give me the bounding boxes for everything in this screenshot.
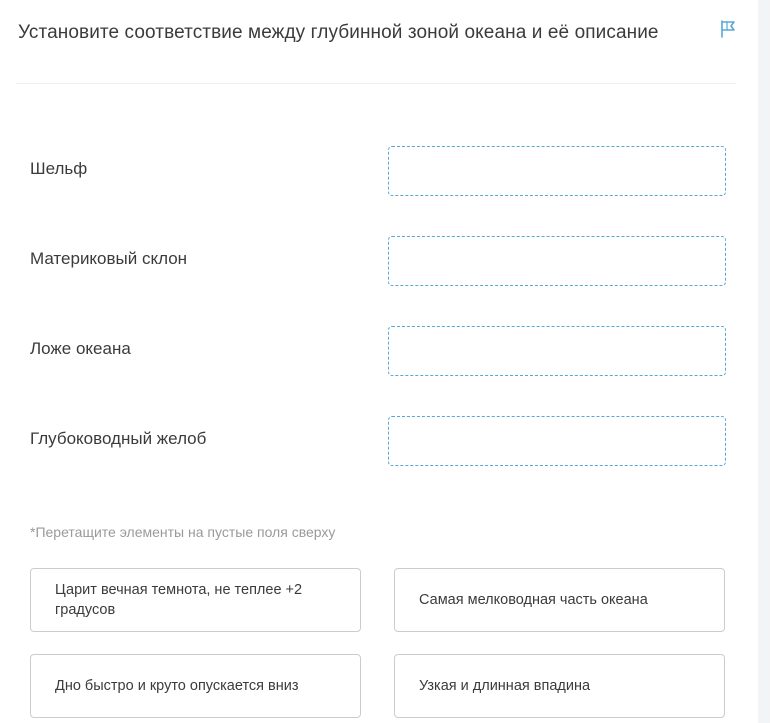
- row-label-continental-slope: Материковый склон: [30, 249, 188, 268]
- draggable-option-eternal-darkness[interactable]: [30, 568, 361, 632]
- option-text: Дно быстро и круто опускается вниз: [55, 678, 299, 694]
- row-label-ocean-floor: Ложе океана: [30, 339, 131, 358]
- drop-zone-deep-trench[interactable]: [388, 416, 726, 466]
- question-title: Установите соответствие между глубинной зоной океана и её описание: [18, 22, 659, 43]
- drag-hint: *Перетащите элементы на пустые поля сверху: [30, 524, 336, 540]
- option-text: Царит вечная темнота, не теплее +2 градусов: [55, 582, 303, 618]
- drop-zone-ocean-floor[interactable]: [388, 326, 726, 376]
- draggable-option-shallowest-part[interactable]: [394, 568, 725, 632]
- option-text: Узкая и длинная впадина: [419, 678, 591, 694]
- header-divider: [16, 83, 736, 84]
- flag-icon[interactable]: [718, 18, 740, 40]
- option-text: Самая мелководная часть океана: [419, 592, 648, 608]
- draggable-option-narrow-trench[interactable]: [394, 654, 725, 718]
- drop-zone-continental-slope[interactable]: [388, 236, 726, 286]
- draggable-option-steep-descent[interactable]: [30, 654, 361, 718]
- row-label-shelf: Шельф: [30, 159, 88, 178]
- drop-zone-shelf[interactable]: [388, 146, 726, 196]
- row-label-deep-trench: Глубоководный желоб: [30, 429, 207, 448]
